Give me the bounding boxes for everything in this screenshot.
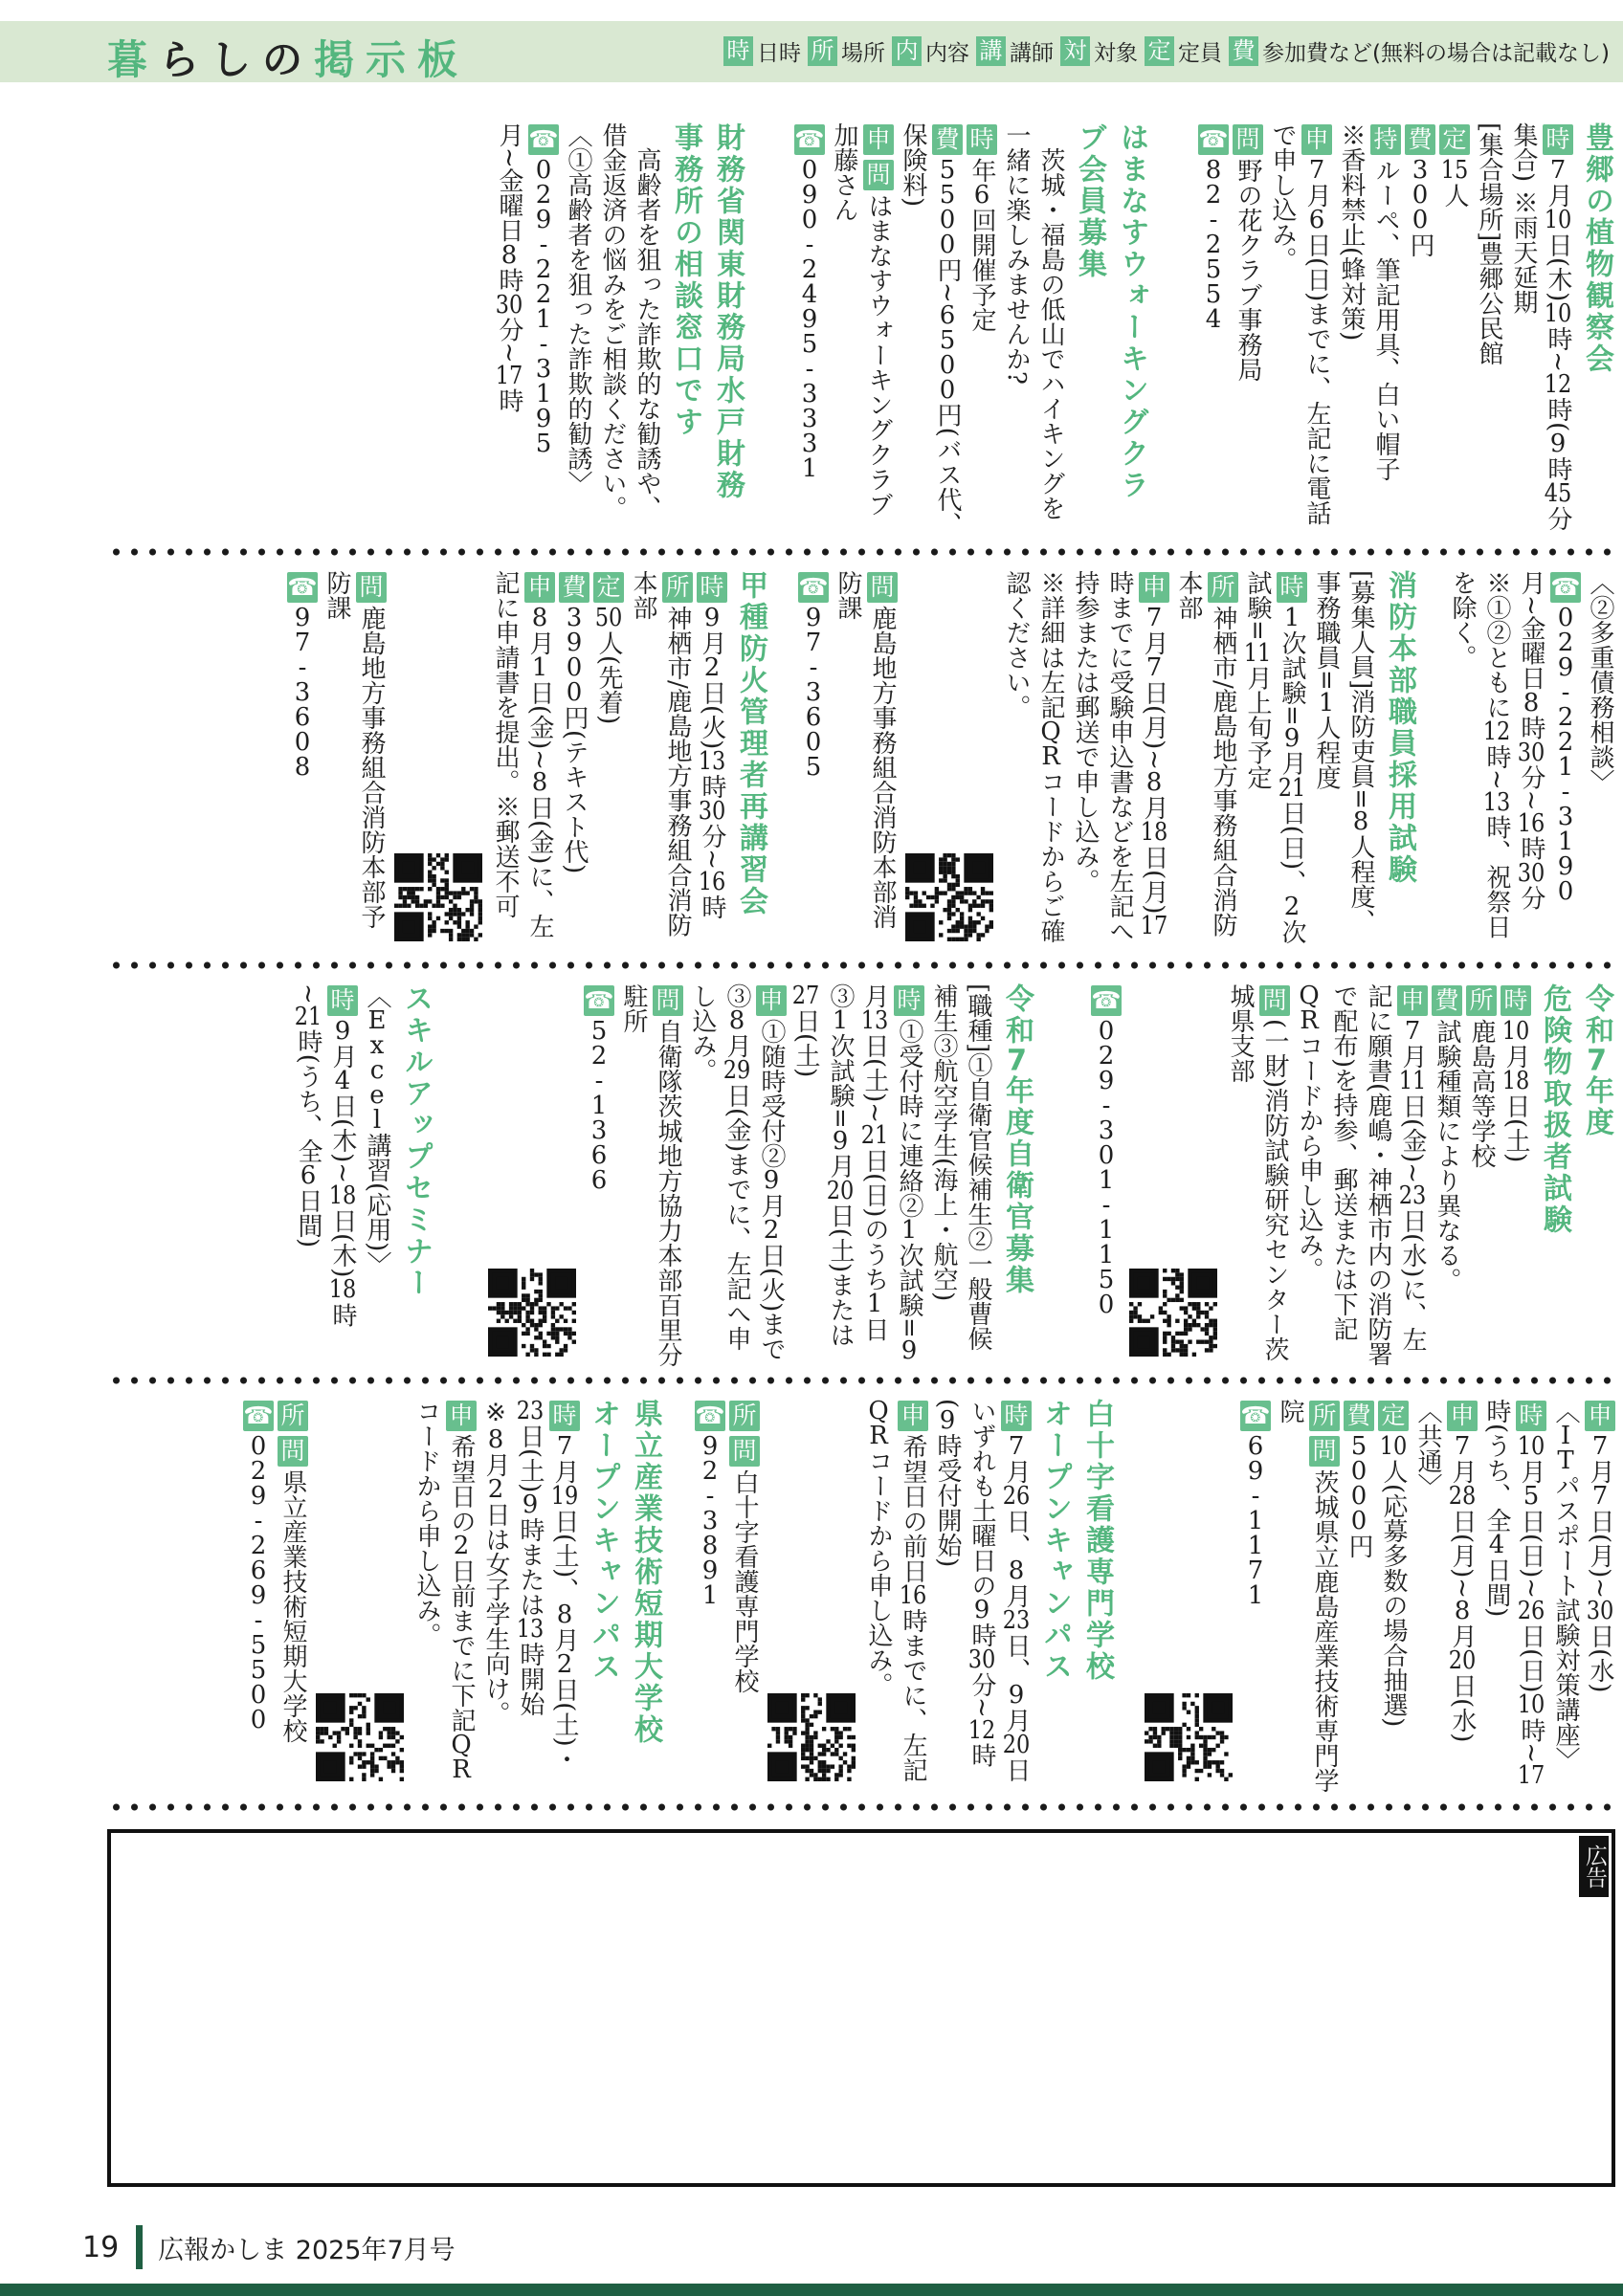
apply-icon: 申 (1447, 1401, 1478, 1431)
segment-text: [集合場所]豊郷公民館 (1475, 122, 1503, 366)
segment-text: 50人(先着) (594, 606, 623, 725)
qr-code (316, 1693, 404, 1781)
phone-number: 029-269-5500 (250, 1434, 267, 1733)
target-icon: 対 (1060, 36, 1090, 66)
legend-item (723, 35, 801, 67)
time-icon: 時 (327, 985, 358, 1016)
phone-icon: ☎ (1091, 986, 1122, 1014)
article-title: 県立産業技術短期大学校 オープンキャンパス (587, 1399, 662, 1746)
segment-text: 茨城県立鹿島産業技術専門学院 (1276, 1399, 1339, 1793)
segment-text: 1次試験=9月21日(日)、2次試験=11月上旬予定 (1243, 570, 1306, 945)
legend-label: 対象 (1094, 41, 1139, 66)
page-number: 19 (82, 2230, 120, 2264)
apply-icon: 申 (446, 1401, 477, 1431)
segment-text: 10人(応募多数の場合抽選) (1379, 1434, 1408, 1728)
qr-code (394, 853, 482, 941)
band-2 (107, 570, 1617, 953)
segment-text: ※8月2日は女子学生向け。 (481, 1399, 510, 1726)
article-segment (291, 983, 360, 1368)
lecturer-icon: 講 (976, 36, 1006, 66)
segment-text: 5500円~6500円(バス代、保険料) (899, 122, 962, 537)
segment-text: (一財)消防試験研究センター茨城県支部 (1226, 983, 1289, 1362)
segment-text: 試験種類により異なる。 (1433, 1019, 1461, 1292)
segment-text: 10月5日(日)~26日(日)10時~17時(うち、全4日間) (1482, 1399, 1545, 1789)
article-segment (695, 570, 729, 953)
fee-icon: 費 (1229, 36, 1258, 66)
page-title-part: 掲示板 (314, 36, 470, 83)
segment-text: 鹿島地方事務組合消防本部消防課 (834, 570, 897, 929)
phone-icon: ☎ (794, 125, 825, 153)
article-segment (965, 122, 999, 540)
article-segment (478, 1399, 513, 1795)
article-segment (999, 122, 1068, 540)
capacity-icon: 定 (1145, 36, 1174, 66)
phone-number: 97-3608 (294, 606, 311, 780)
apply-icon: 申 (1139, 572, 1169, 603)
article (1196, 122, 1617, 540)
segment-text: 白十字看護専門学校 (730, 1469, 759, 1693)
inquiry-icon: 問 (1259, 985, 1290, 1016)
article-segment (861, 1399, 930, 1795)
article-segment (1068, 570, 1171, 953)
segment-text: ルーペ、筆記用具、白い帽子 (1371, 158, 1400, 481)
band-3 (107, 983, 1617, 1368)
article (792, 122, 1152, 540)
segment-text: 7月6日(日)までに、左記に電話で申し込み。 (1268, 122, 1331, 526)
fee-icon: 費 (1344, 1401, 1374, 1431)
apply-icon: 申 (1585, 1401, 1615, 1431)
article-segment (1583, 570, 1617, 953)
time-icon: 時 (1001, 1401, 1032, 1431)
segment-text: 3900円(テキスト代) (560, 606, 589, 874)
segment-text: 9月2日(火)13時30分~16時 (698, 606, 726, 920)
segment-text: 鹿島地方事務組合消防本部予防課 (322, 570, 386, 929)
article-segment (1231, 122, 1265, 540)
segment-text: 〈ITパスポート試験対策講座〉 (1551, 1399, 1580, 1772)
article-segment (595, 122, 664, 540)
phone-number: 029-221-3190 (1557, 606, 1574, 904)
legend-label: 参加費など(無料の場合は記載なし) (1262, 41, 1610, 66)
apply-icon: 申 (1397, 985, 1428, 1016)
content-icon: 内 (892, 36, 922, 66)
qr-code (1129, 1269, 1217, 1357)
phone-number: 82-2554 (1205, 158, 1222, 332)
advertisement-box (107, 1829, 1615, 2187)
article (796, 570, 1420, 953)
article-segment (827, 122, 896, 540)
inquiry-icon: 問 (1309, 1436, 1340, 1467)
apply-icon: 申 (1301, 124, 1332, 155)
article-segment (789, 983, 926, 1368)
inquiry-icon: 問 (356, 572, 387, 603)
legend-item (976, 35, 1054, 67)
segment-text: 月~金曜日8時30分~17時 (495, 122, 523, 413)
segment-text: 希望日の前日16時までに、左記QRコードから申し込み。 (864, 1399, 927, 1782)
article-segment (492, 122, 526, 540)
capacity-icon: 定 (593, 572, 624, 603)
qr-code (767, 1693, 856, 1781)
time-icon: 時 (1543, 124, 1573, 155)
segment-text: [募集人員]消防吏員=8人程度、事務職員=1人程度 (1312, 570, 1375, 935)
article-segment (1548, 570, 1583, 953)
article-title: 令和7年度自衛官募集 (1000, 983, 1034, 1296)
article-segment (1309, 570, 1378, 953)
segment-text: 希望日の2日前までに下記QRコードから申し込み。 (412, 1399, 476, 1782)
segment-text: ※詳細は左記QRコードからご確認ください。 (1002, 570, 1065, 943)
segment-text: [職種]①自衛官候補生②一般曹候補生③航空学生(海上・航空) (929, 983, 992, 1352)
article (1089, 983, 1617, 1368)
legend-item (1229, 35, 1610, 67)
legend (717, 35, 1610, 67)
phone-icon: ☎ (584, 986, 614, 1014)
segment-text: ①受付時に連絡②1次試験=9月13日(土)~21日(日)のうち1日③1次試験=9月20日(土)または27日(土) (791, 983, 923, 1363)
segment-text: 7月26日、8月23日、9月20日いずれも土曜日の9時30分~12時(9時受付開始) (933, 1399, 1031, 1782)
phone-number: 92-3891 (701, 1434, 719, 1608)
place-icon: 所 (1466, 985, 1497, 1016)
legend-item (892, 35, 969, 67)
segment-text: 7月10日(木)10時~12時(9時45分集合) ※雨天延期 (1509, 122, 1572, 532)
phone-number: 97-3605 (805, 606, 822, 780)
article (285, 570, 771, 953)
segment-text: ①随時受付②9月2日(火)まで③8月29日(金)までに、左記へ申し込み。 (688, 983, 786, 1362)
article-segment (1368, 122, 1403, 540)
qr-code (488, 1269, 576, 1357)
place-icon: 所 (1309, 1401, 1340, 1431)
dotted-separator (107, 547, 1617, 557)
article (492, 122, 748, 540)
article (1445, 570, 1617, 953)
segment-text: 7月19日(土)、8月2日(土)・23日(土)9時または13時開始 (516, 1399, 579, 1772)
segment-text: 自衛隊茨城地方協力本部百里分駐所 (619, 983, 682, 1367)
time-icon: 時 (723, 36, 753, 66)
article-segment (1273, 1399, 1342, 1795)
legend-item (1145, 35, 1222, 67)
article-title: 消防本部職員採用試験 (1383, 570, 1416, 886)
article-segment (1506, 122, 1575, 540)
phone-icon: ☎ (1198, 125, 1229, 153)
article-segment (526, 122, 561, 540)
article-segment (796, 570, 831, 953)
segment-text: 〈②多重債務相談〉 (1586, 570, 1614, 794)
article-segment (1171, 570, 1240, 953)
place-icon: 所 (729, 1401, 760, 1431)
fee-icon: 費 (1405, 124, 1435, 155)
article-segment (561, 122, 595, 540)
article (241, 1399, 666, 1795)
article-segment (410, 1399, 478, 1795)
page-title-part: らしの (159, 36, 315, 83)
article (693, 1399, 1118, 1795)
segment-text: 5000円 (1345, 1434, 1373, 1558)
dotted-separator (107, 1802, 1617, 1812)
article-segment (1089, 983, 1123, 1368)
segment-text: 9月4日(木)~18日(木)18時~21時(うち、全6日間) (294, 983, 357, 1328)
page-title (107, 29, 469, 86)
phone-number: 029-221-3195 (535, 158, 552, 456)
time-icon: 時 (967, 124, 997, 155)
article-segment (320, 570, 389, 953)
article-segment (693, 1399, 727, 1795)
article-segment (1240, 570, 1309, 953)
dotted-separator (107, 960, 1617, 970)
article-segment (557, 570, 591, 953)
dotted-separator (107, 1376, 1617, 1385)
article-segment (1437, 122, 1472, 540)
article-segment (831, 570, 900, 953)
inquiry-icon: 問 (729, 1436, 760, 1467)
article-segment (792, 122, 827, 540)
legend-label: 定員 (1178, 41, 1223, 66)
article-segment (1514, 570, 1548, 953)
apply-icon: 申 (863, 124, 894, 155)
segment-text: 〈共通〉 (1413, 1399, 1442, 1498)
bulletin-content (107, 122, 1617, 1825)
segment-text: ※香料禁止(蜂対策) (1337, 122, 1366, 342)
place-icon: 所 (808, 36, 837, 66)
footer-divider (136, 2225, 143, 2269)
article-segment (1376, 1399, 1411, 1795)
segment-text: 7月7日(月)~8月18日(月)17時までに受験申込書などを左記へ持参または郵送で申し込み。 (1071, 570, 1168, 943)
segment-text: 〈①高齢者を狙った詐欺的勧誘〉 (564, 122, 592, 496)
phone-number: 029-301-1150 (1098, 1019, 1115, 1317)
article-segment (1292, 983, 1430, 1368)
article-segment (926, 983, 995, 1368)
article-segment (1548, 1399, 1583, 1795)
article-segment (1238, 1399, 1273, 1795)
article-segment (727, 1399, 762, 1795)
segment-text: 年6回開催予定 (967, 158, 996, 332)
inquiry-icon: 問 (278, 1436, 308, 1467)
article-segment (685, 983, 789, 1368)
bring-icon: 持 (1370, 124, 1401, 155)
capacity-icon: 定 (1378, 1401, 1409, 1431)
place-icon: 所 (662, 572, 693, 603)
time-icon: 時 (1501, 985, 1531, 1016)
time-icon: 時 (1516, 1401, 1546, 1431)
time-icon: 時 (549, 1401, 580, 1431)
article-segment (1583, 1399, 1617, 1795)
segment-text: 高齢者を狙った詐欺的な勧誘や、借金返済の悩みをご相談ください。 (598, 122, 661, 520)
time-icon: 時 (894, 985, 924, 1016)
segment-text: 7月28日(月)~8月20日(水) (1448, 1434, 1477, 1743)
article-segment (1196, 122, 1231, 540)
page-footer (82, 2225, 456, 2269)
phone-icon: ☎ (243, 1402, 274, 1429)
segment-text: はまなすウォーキングクラブ 加藤さん (830, 122, 893, 517)
article-segment (1479, 1399, 1548, 1795)
bottom-edge-bar (0, 2284, 1623, 2296)
article-segment (616, 983, 685, 1368)
page-title-part: 暮 (107, 36, 160, 83)
phone-icon: ☎ (287, 573, 318, 601)
article-segment (1334, 122, 1368, 540)
article-segment (1464, 983, 1499, 1368)
article-segment (1342, 1399, 1376, 1795)
legend-item (808, 35, 885, 67)
segment-text: 7月11日(金)~23日(水)に、左記に願書(鹿嶋・神栖市内の消防署で配布)を持参、郵送または下記QRコードから申し込み。 (1295, 983, 1427, 1367)
article (488, 983, 1037, 1368)
segment-text: 8月1日(金)~8日(金)に、左記に申請書を提出。※郵送不可 (491, 570, 554, 939)
article-title: 甲種防火管理者再講習会 (734, 570, 767, 917)
article-title: 豊郷の植物観察会 (1580, 122, 1613, 375)
band-4 (107, 1399, 1617, 1795)
segment-text: 神栖市/鹿島地方事務組合消防本部 (629, 570, 692, 938)
article-segment (930, 1399, 1034, 1795)
time-icon: 時 (1277, 572, 1307, 603)
article-segment (360, 983, 394, 1368)
phone-icon: ☎ (1240, 1402, 1271, 1429)
article-segment (1445, 1399, 1479, 1795)
article-segment (1411, 1399, 1445, 1795)
article-segment (591, 570, 626, 953)
ad-label: 広告 (1579, 1836, 1609, 1897)
place-icon: 所 (278, 1401, 308, 1431)
article-segment (1265, 122, 1334, 540)
apply-icon: 申 (898, 1401, 928, 1431)
inquiry-icon: 問 (863, 160, 894, 190)
phone-number: 52-1366 (590, 1019, 608, 1193)
article-title: 令和7年度 危険物取扱者試験 (1538, 983, 1613, 1236)
legend-label: 場所 (841, 41, 886, 66)
fee-icon: 費 (559, 572, 589, 603)
apply-icon: 申 (524, 572, 555, 603)
article-segment (999, 570, 1068, 953)
segment-text: 7月7日(月)~30日(水) (1586, 1434, 1614, 1693)
article-segment (896, 122, 965, 540)
article-title: 財務省関東財務局水戸財務 事務所の相談窓口です (669, 122, 745, 501)
article-segment (513, 1399, 582, 1795)
segment-text: ※①②ともに12時~13時、祝祭日を除く。 (1448, 570, 1511, 939)
qr-code (1145, 1693, 1233, 1781)
article-segment (1403, 122, 1437, 540)
article-segment (1499, 983, 1533, 1368)
inquiry-icon: 問 (653, 985, 683, 1016)
article-segment (626, 570, 695, 953)
article-title: はまなすウォーキングクラ ブ会員募集 (1073, 122, 1148, 501)
article-segment (241, 1399, 276, 1795)
article-title: スキルアップセミナー (399, 983, 433, 1299)
segment-text: 10月18日(土) (1501, 1019, 1530, 1163)
segment-text: 県立産業技術短期大学校 (278, 1469, 307, 1743)
page-header (0, 21, 1623, 82)
segment-text: 鹿島高等学校 (1467, 1019, 1496, 1168)
segment-text: 野の花クラブ事務局 (1234, 158, 1262, 382)
apply-icon: 申 (756, 985, 787, 1016)
issue-title: 広報かしま 2025年7月号 (158, 2235, 456, 2265)
legend-label: 内容 (925, 41, 970, 66)
article-title: 白十字看護専門学校 オープンキャンパス (1038, 1399, 1114, 1683)
phone-icon: ☎ (528, 125, 559, 153)
place-icon: 所 (1208, 572, 1238, 603)
article-segment (488, 570, 557, 953)
inquiry-icon: 問 (1233, 124, 1263, 155)
article-segment (1445, 570, 1514, 953)
qr-code (905, 853, 993, 941)
article (291, 983, 436, 1368)
article-segment (1472, 122, 1506, 540)
article-segment (276, 1399, 310, 1795)
article-segment (582, 983, 616, 1368)
legend-label: 講師 (1010, 41, 1055, 66)
article-segment (1430, 983, 1464, 1368)
phone-number: 69-1171 (1247, 1434, 1264, 1608)
segment-text: 15人 (1440, 158, 1469, 208)
article-segment (1223, 983, 1292, 1368)
segment-text: 茨城・福島の低山でハイキングを一緒に楽しみませんか? (1002, 122, 1065, 520)
band-1 (107, 122, 1617, 540)
capacity-icon: 定 (1439, 124, 1470, 155)
segment-text: 神栖市/鹿島地方事務組合消防本部 (1174, 570, 1237, 938)
phone-icon: ☎ (798, 573, 829, 601)
fee-icon: 費 (932, 124, 963, 155)
legend-item (1060, 35, 1138, 67)
phone-number: 090-2495-3331 (801, 158, 818, 481)
phone-icon: ☎ (1550, 573, 1581, 601)
fee-icon: 費 (1432, 985, 1462, 1016)
phone-icon: ☎ (695, 1402, 725, 1429)
segment-text: 300円 (1406, 158, 1434, 257)
inquiry-icon: 問 (867, 572, 898, 603)
article-segment (285, 570, 320, 953)
segment-text: 〈Excel講習(応用)〉 (363, 983, 391, 1277)
time-icon: 時 (697, 572, 727, 603)
legend-label: 日時 (757, 41, 802, 66)
article (1145, 1399, 1617, 1795)
segment-text: 月~金曜日8時30分~16時30分 (1517, 570, 1545, 911)
